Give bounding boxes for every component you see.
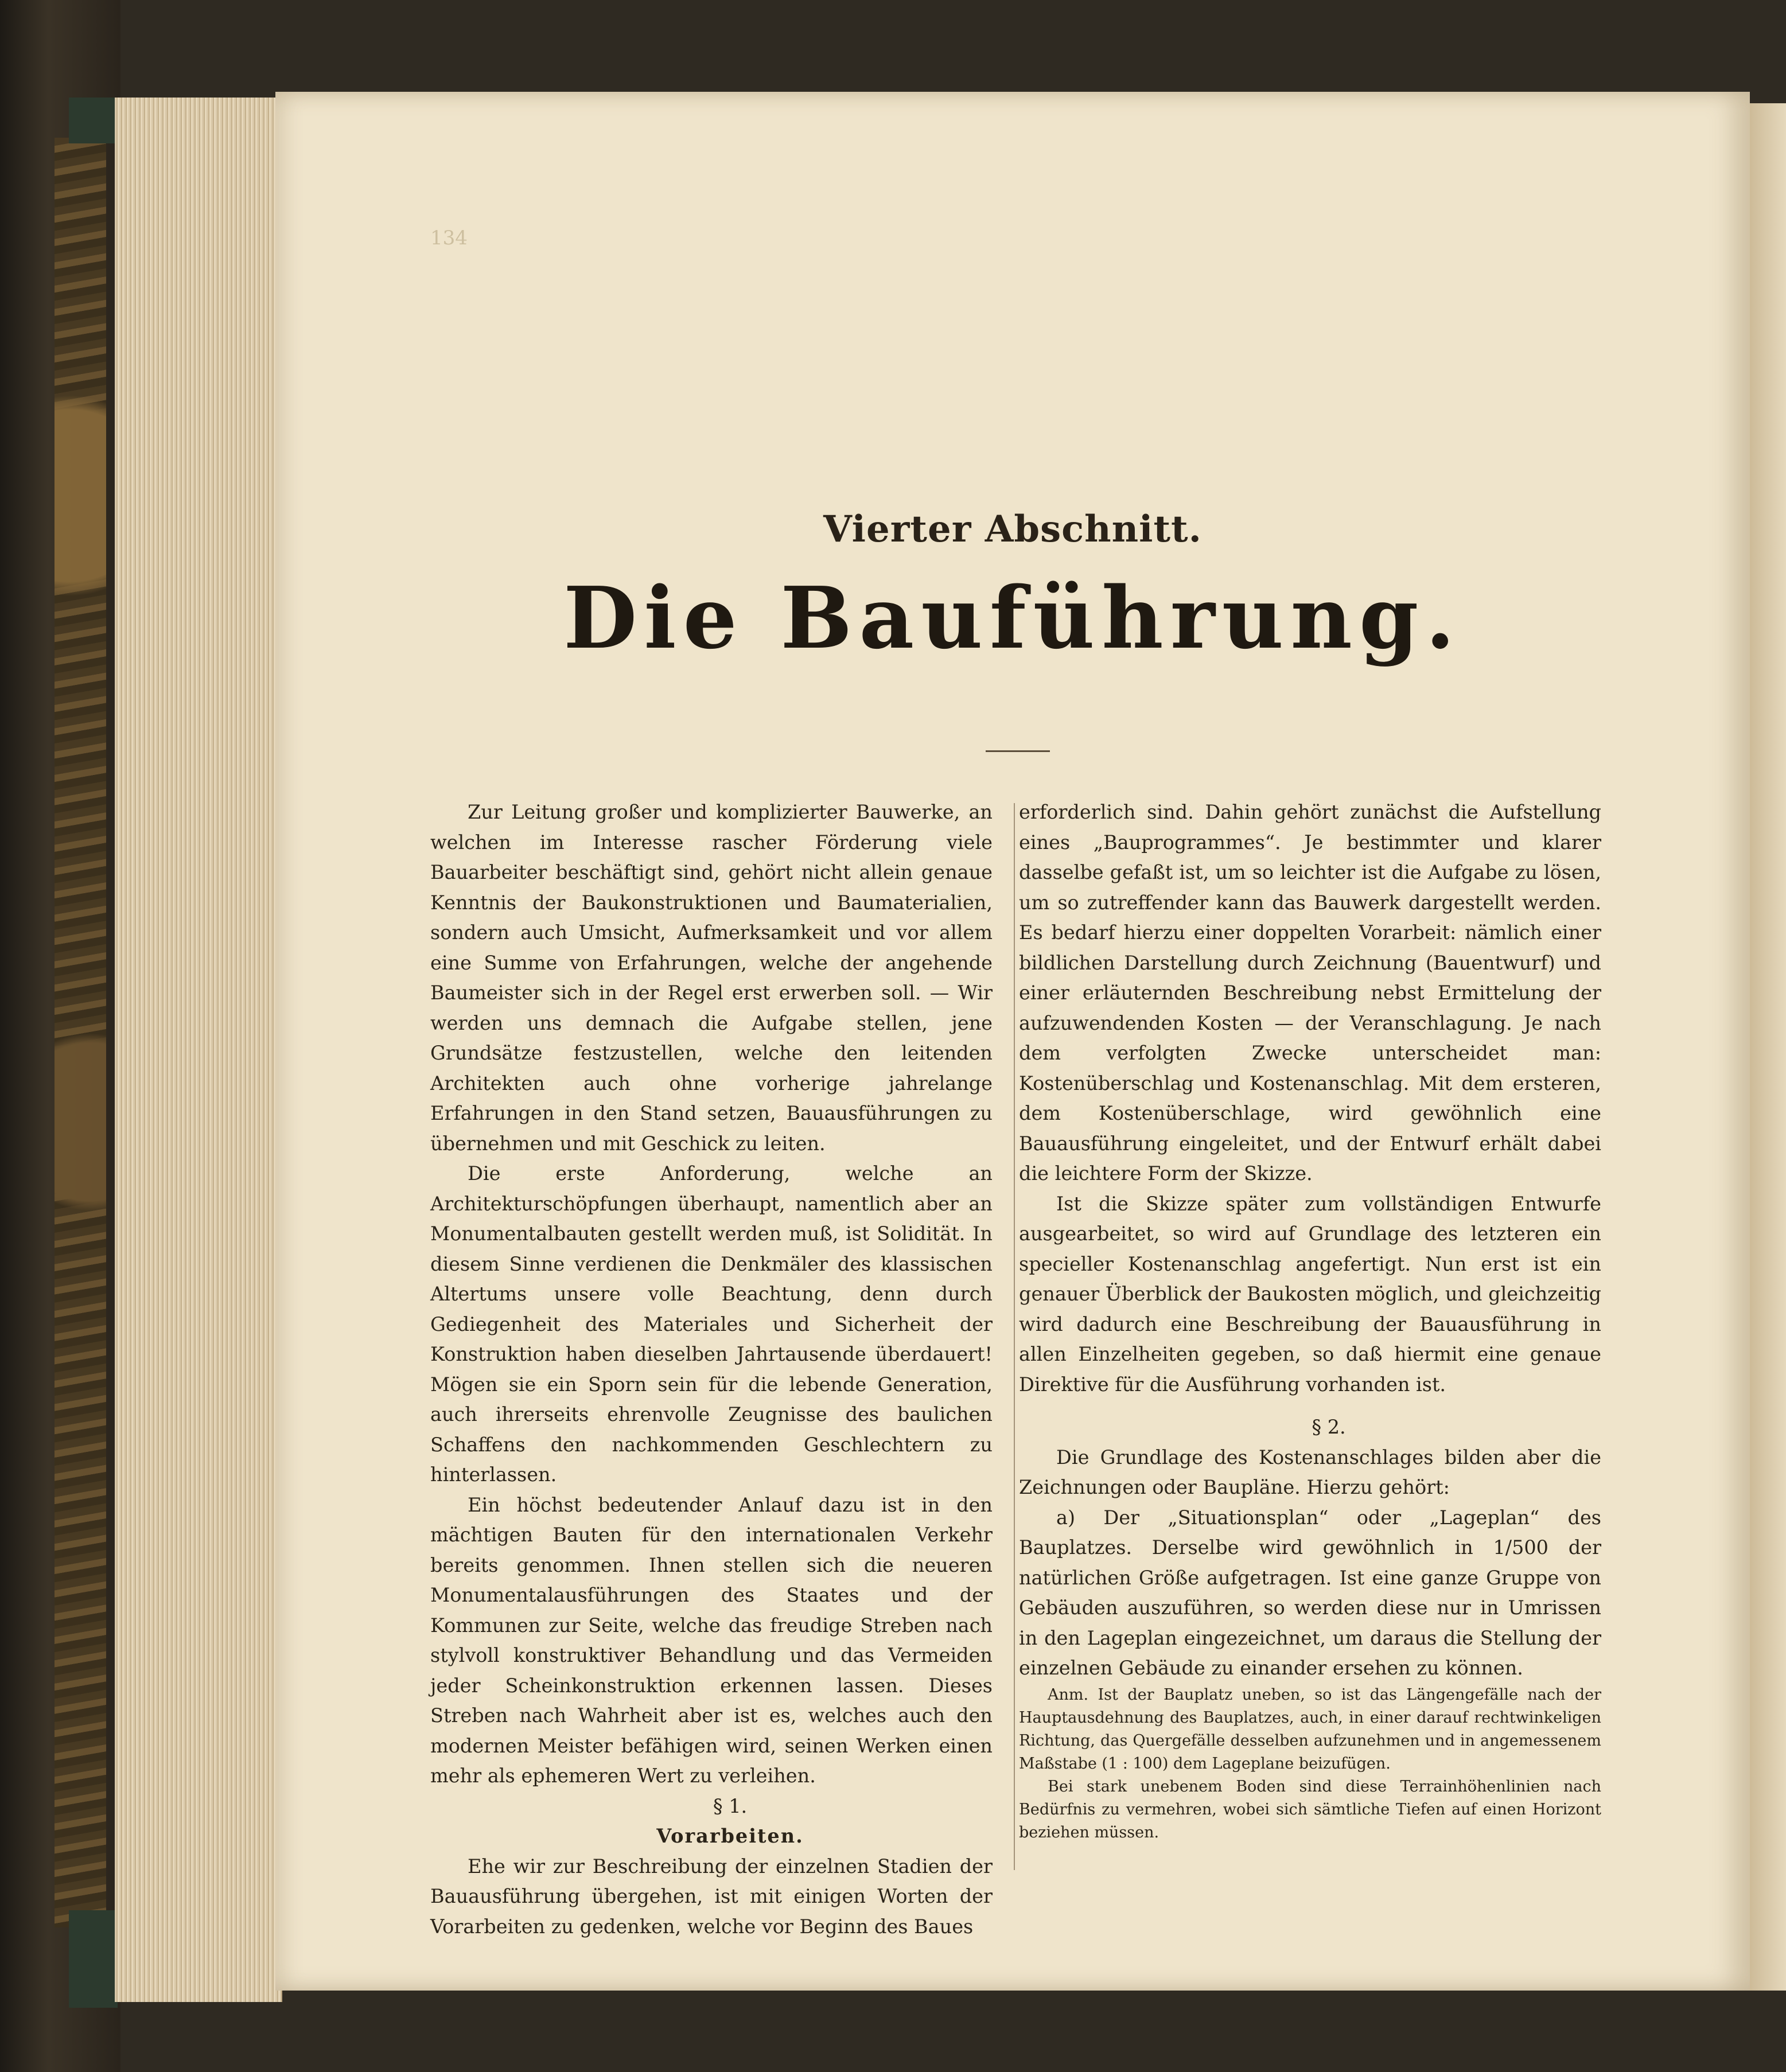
chapter-title: Die Bauführung. (563, 568, 1462, 668)
paragraph: Ist die Skizze später zum vollständigen Entwurfe ausgearbeitet, so wird auf Grundlage des letzteren ein specieller Kostenanschlag angefertigt. Nun erst ist ein genauer Überblick der Baukosten möglich, und gleichzeitig wird dadurch eine Beschreibung der Bauausführung in allen Einzelheiten gegeben, so daß hiermit eine genaue Direktive für die Ausführung vorhanden ist. (1019, 1192, 1601, 1396)
right-column (1019, 797, 1601, 1844)
left-column (430, 797, 993, 1942)
paragraph: erforderlich sind. Dahin gehört zunächst die Aufstellung eines „Bauprogrammes“. Je bestimmter und klarer dasselbe gefaßt ist, um so leichter ist die Aufgabe zu lösen, um so zutreffender kann das Bauwerk dargestellt werden. Es bedarf hierzu einer doppelten Vorarbeit: nämlich einer bildlichen Darstellung durch Zeichnung (Bauentwurf) und einer erläuternden Beschreibung nebst Ermittelung der aufzuwendenden Kosten — der Veranschlagung. Je nach dem verfolgten Zwecke unterscheidet man: Kostenüberschlag und Kostenanschlag. Mit dem ersteren, dem Kostenüberschlage, wird gewöhnlich eine Bauausführung eingeleitet, und der Entwurf erhält dabei die leichtere Form der Skizze. (1019, 801, 1601, 1185)
page-stack-edges (115, 98, 282, 2002)
paragraph: Die Grundlage des Kostenanschlages bilden aber die Zeichnungen oder Baupläne. Hierzu gehört: (1019, 1446, 1601, 1498)
spine-corner-top (69, 98, 118, 143)
section-number: § 1. (713, 1794, 748, 1817)
marbled-cover-edge (55, 138, 106, 1927)
book-page (275, 92, 1750, 1991)
footnote-block (1019, 1684, 1601, 1844)
list-item: a) Der „Situationsplan“ oder „Lageplan“ des Bauplatzes. Derselbe wird gewöhnlich in 1/500 der natürlichen Größe aufgetragen. Ist eine ganze Gruppe von Gebäuden auszuführen, so werden diese nur in Umrissen in den Lageplan eingezeichnet, um daraus die Stellung der einzelnen Gebäude zu einander ersehen zu können. (1019, 1506, 1601, 1679)
paragraph: Ein höchst bedeutender Anlauf dazu ist in den mächtigen Bauten für den internationalen Verkehr bereits genommen. Ihnen stellen sich die neueren Monumentalausführungen des Staates und der Kommunen zur Seite, welche das freudige Streben nach stylvoll konstruktiver Behandlung und das Vermeiden jeder Scheinkonstruktion erkennen lassen. Dieses Streben nach Wahrheit aber ist es, welches auch den modernen Meister befähigen wird, seinen Werken einen mehr als ephemeren Wert zu verleihen. (430, 1493, 993, 1787)
note-paragraph: Anm. Ist der Bauplatz uneben, so ist das Längengefälle nach der Hauptausdehnung des Bauplatzes, auch, in einer darauf rechtwinkeligen Richtung, das Quergefälle desselben aufzunehmen und in angemessenem Maßstabe (1 : 100) dem Lageplane beizufügen. (1019, 1685, 1601, 1773)
paragraph: Zur Leitung großer und komplizierter Bauwerke, an welchen im Interesse rascher Förderung viele Bauarbeiter beschäftigt sind, gehört nicht allein genaue Kenntnis der Baukonstruktionen und Baumaterialien, sondern auch Umsicht, Aufmerksamkeit und vor allem eine Summe von Erfahrungen, welche der angehende Baumeister sich in der Regel erst erwerben soll. — Wir werden uns demnach die Aufgabe stellen, jene Grundsätze festzustellen, welche den leitenden Architekten auch ohne vorherige jahrelange Erfahrungen in den Stand setzen, Bauausführungen zu übernehmen und mit Geschick zu leiten. (430, 801, 993, 1155)
spine-corner-bottom (69, 1910, 118, 2008)
section-number: § 2. (1312, 1416, 1346, 1438)
section-heading: Vorarbeiten. (656, 1825, 804, 1847)
bleed-through-page-number: 134 (430, 227, 468, 250)
note-paragraph: Bei stark unebenem Boden sind diese Terrainhöhenlinien nach Bedürfnis zu vermehren, wobei sich sämtliche Tiefen auf einen Horizont beziehen müssen. (1019, 1777, 1601, 1841)
facing-page-edge (1750, 103, 1786, 1991)
title-divider (986, 750, 1050, 752)
paragraph: Die erste Anforderung, welche an Architekturschöpfungen überhaupt, namentlich aber an Monumentalbauten gestellt werden muß, ist Solidität. In diesem Sinne verdienen die Denkmäler des klassischen Altertums unsere volle Beachtung, denn durch Gediegenheit des Materiales und Sicherheit der Konstruktion haben dieselben Jahrtausende überdauert! Mögen sie ein Sporn sein für die lebende Generation, auch ihrerseits ehrenvolle Zeugnisse des baulichen Schaffens den nachkommenden Geschlechtern zu hinterlassen. (430, 1162, 993, 1486)
paragraph: Ehe wir zur Beschreibung der einzelnen Stadien der Bauausführung übergehen, ist mit einigen Worten der Vorarbeiten zu gedenken, welche vor Beginn des Baues (430, 1855, 993, 1938)
section-label: Vierter Abschnitt. (823, 508, 1202, 551)
column-rule (1014, 803, 1015, 1870)
